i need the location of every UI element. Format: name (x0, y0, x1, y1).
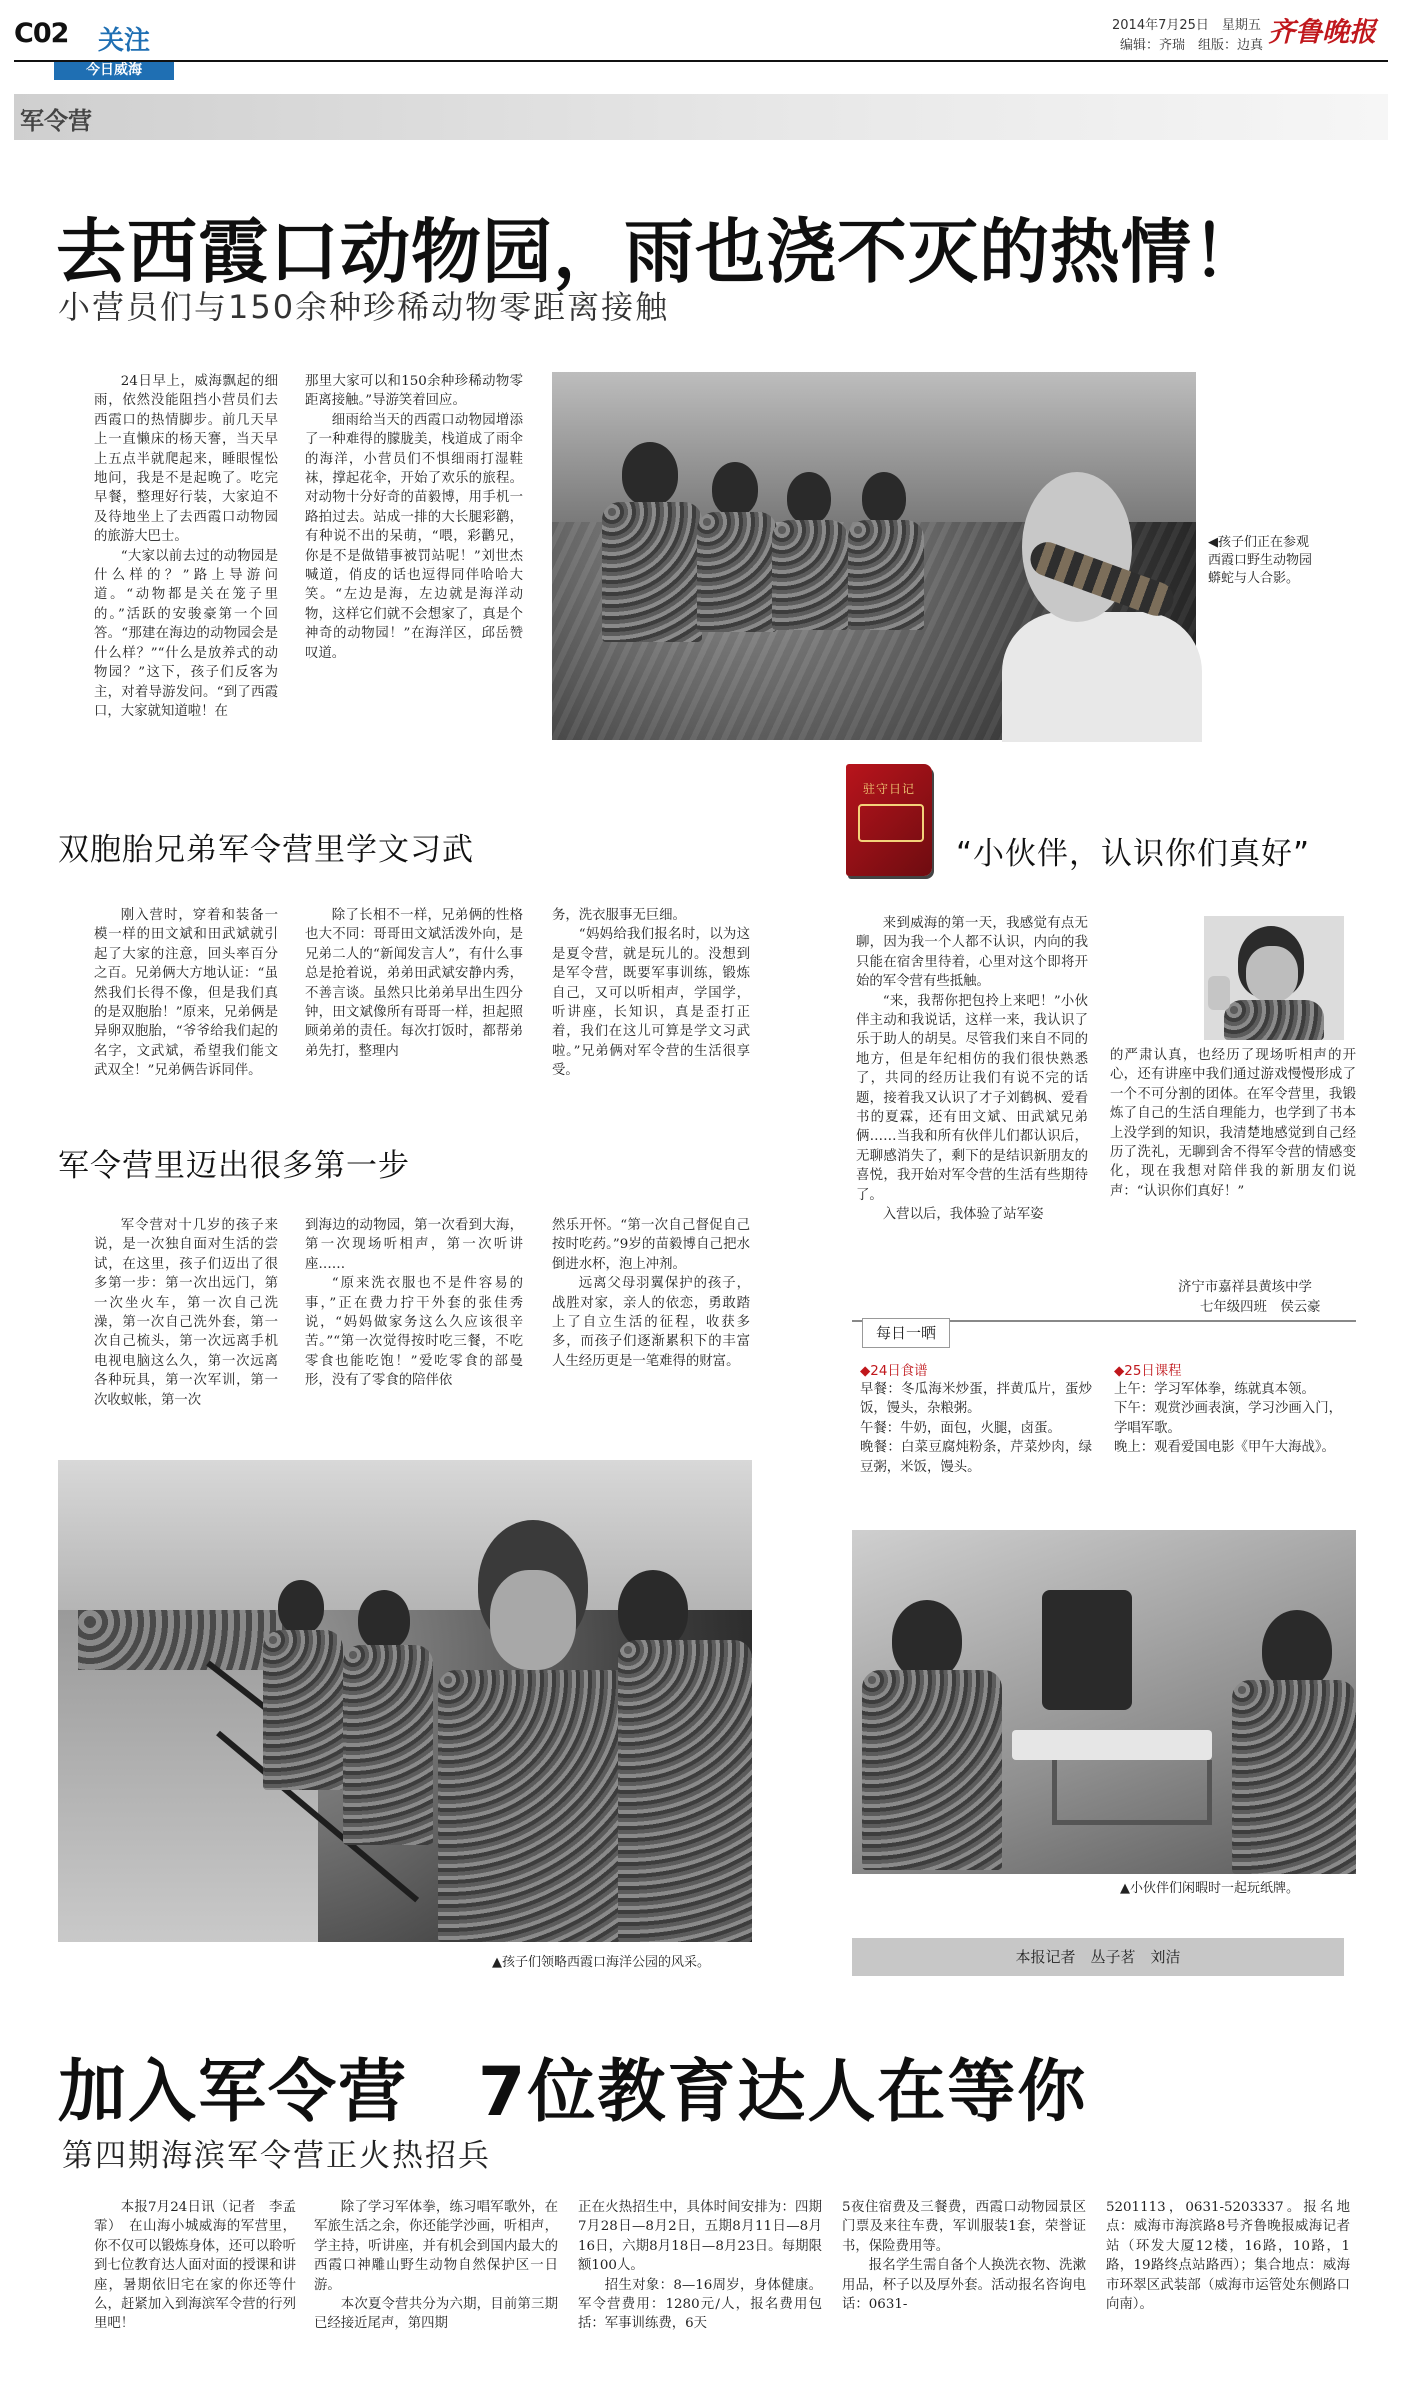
course-line: 晚上：观看爱国电影《甲午大海战》。 (1114, 1440, 1335, 1456)
paragraph: 到海边的动物园，第一次看到大海，第一次现场听相声，第一次听讲座…… (305, 1218, 523, 1272)
recruit-column-3 (578, 2198, 822, 2374)
firsts-column-2 (305, 1216, 523, 1426)
course-list (1114, 1380, 1342, 1466)
paragraph: 的严肃认真，也经历了现场听相声的开心，还有讲座中我们通过游戏慢慢形成了一个不可分割的团体。在军令营里，我锻炼了自己的生活自理能力，也学到了书本上没学到的知识，我清楚地感觉到自己经历了洗礼，无聊到舍不得军令营的情感变化，现在我想对陪伴我的新朋友们说声：“认识你们真好！” (1110, 1048, 1356, 1199)
paragraph: 入营以后，我体验了站军姿 (882, 1207, 1044, 1223)
paragraph: 本报7月24日讯（记者 李孟霏） 在山海小城威海的军营里，你不仅可以锻炼身体，还可以聆听到七位教育达人面对面的授课和讲座，暑期依旧宅在家的你还等什么，赶紧加入到海滨军令营的行列里吧！ (94, 2200, 296, 2332)
sea-photo-caption: ▲孩子们领略西霞口海洋公园的风采。 (492, 1955, 710, 1970)
recruit-column-5 (1106, 2198, 1350, 2374)
paragraph: 远离父母羽翼保护的孩子，战胜对家，亲人的依恋，勇敢踏上了自立生活的征程，收获多多，而孩子们逐渐累积下的丰富人生经历更是一笔难得的财富。 (552, 1276, 750, 1369)
paragraph: 务，洗衣服事无巨细。 (552, 908, 686, 923)
twins-column-2 (305, 906, 523, 1118)
recruit-headline: 加入军令营 7位教育达人在等你 (58, 2053, 1088, 2132)
paragraph: 5夜住宿费及三餐费，西霞口动物园景区门票及来往车费，军训服装1套，荣誉证书，保险费用等。 (842, 2200, 1086, 2254)
lead-subhead: 小营员们与150余种珍稀动物零距离接触 (58, 288, 670, 326)
student-portrait (1204, 916, 1344, 1040)
paragraph: “原来洗衣服也不是件容易的事，”正在费力拧干外套的张佳秀说，“妈妈做家务这么久应该很辛苦。”“第一次觉得按时吃三餐，不吃零食也能吃饱！”爱吃零食的部曼形，没有了零食的陪伴依 (305, 1276, 523, 1389)
column-name: 军令营 (20, 107, 92, 135)
recipe-line: 午餐：牛奶，面包，火腿，卤蛋。 (860, 1420, 1061, 1436)
diary-book-icon (846, 764, 932, 876)
course-line: 下午：观赏沙画表演，学习沙画入门，学唱军歌。 (1114, 1401, 1342, 1436)
course-title: ◆25日课程 (1114, 1364, 1182, 1379)
section-title: 关注 (98, 26, 151, 56)
letter-column-2 (1110, 1046, 1356, 1250)
lead-column-1 (94, 372, 278, 738)
twins-column-1 (94, 906, 278, 1118)
recipe-title: ◆24日食谱 (860, 1364, 928, 1379)
column-banner (14, 94, 1388, 140)
lead-headline: 去西霞口动物园，雨也浇不灭的热情！ (56, 211, 1263, 293)
sea-photo (58, 1460, 752, 1942)
paragraph: 刚入营时，穿着和装备一模一样的田文斌和田武斌就引起了大家的注意，回头率百分之百。兄弟俩大方地认证：“虽然我们长得不像，但是我们真的是双胞胎！”原来，兄弟俩是异卵双胞胎，“爷爷给我们起的名字，文武斌，希望我们能文武双全！”兄弟俩告诉同伴。 (94, 908, 278, 1079)
paragraph: 除了长相不一样，兄弟俩的性格也大不同：哥哥田文斌活泼外向，是兄弟二人的“新闻发言人”，有什么事总是抢着说，弟弟田武斌安静内秀，不善言谈。虽然只比弟弟早出生四分钟，田文斌像所有哥哥一样，担起照顾弟弟的责任。每次打饭时，都帮弟弟先打，整理内 (305, 908, 523, 1059)
diary-label: 驻守日记 (862, 782, 915, 796)
firsts-column-1 (94, 1216, 278, 1426)
recruit-column-2 (314, 2198, 558, 2374)
paragraph: 来到威海的第一天，我感觉有点无聊，因为我一个人都不认识，内向的我只能在宿舍里待着，心里对这个即将开始的军令营有些抵触。 (856, 916, 1088, 990)
lead-column-2 (305, 372, 523, 738)
twins-column-3 (552, 906, 750, 1118)
letter-signature-class: 七年级四班 侯云豪 (1200, 1300, 1321, 1315)
paragraph: 细雨给当天的西霞口动物园增添了一种难得的朦胧美，栈道成了雨伞的海洋，小营员们不惧细雨打湿鞋袜，撑起花伞，开始了欢乐的旅程。对动物十分好奇的苗毅博，用手机一路拍过去。站成一排的大长腿彩鹳，有种说不出的呆萌，“喂，彩鹳兄，你是不是做错事被罚站呢！”刘世杰喊道，俏皮的话也逗得同伴哈哈大笑。“左边是海，左边就是海洋动物，这样它们就不会想家了，真是个神奇的动物园！”在海洋区，邱岳赞叹道。 (305, 412, 523, 661)
recruit-column-4 (842, 2198, 1086, 2374)
firsts-heading: 军令营里迈出很多第一步 (58, 1148, 410, 1184)
paragraph: 除了学习军体拳，练习唱军歌外，在军旅生活之余，你还能学沙画，听相声，学主持，听讲座，并有机会到国内最大的西霞口神雕山野生动物自然保护区一日游。 (314, 2200, 558, 2293)
paragraph: 报名学生需自备个人换洗衣物、洗漱用品，杯子以及厚外套。活动报名咨询电话：0631- (842, 2258, 1086, 2313)
recipe-line: 晚餐：白菜豆腐炖粉条，芹菜炒肉，绿豆粥，米饭，馒头。 (860, 1440, 1092, 1475)
paragraph: 本次夏令营共分为六期，目前第三期已经接近尾声，第四期 (314, 2297, 558, 2332)
header-rule (14, 60, 1388, 62)
firsts-column-3 (552, 1216, 750, 1426)
paragraph: 正在火热招生中，具体时间安排为：四期7月28日—8月2日，五期8月11日—8月16日，六期8月18日—8月23日。每期限额100人。 (578, 2200, 822, 2274)
paragraph: 5201113，0631-5203337。报名地点：威海市海滨路8号齐鲁晚报威海记者站（环发大厦12楼，16路，10路，1路，19路终点站路西）；集合地点：威海市环翠区武装部（威海市运管处东侧路口向南）。 (1106, 2200, 1350, 2313)
snake-photo (552, 372, 1196, 740)
cards-photo (852, 1530, 1356, 1874)
letter-column-1 (856, 914, 1088, 1294)
recipe-line: 早餐：冬瓜海米炒蛋，拌黄瓜片，蛋炒饭，馒头，杂粮粥。 (860, 1382, 1092, 1417)
recipe-list (860, 1380, 1092, 1475)
editor-line: 编辑：齐瑞 组版：边真 (1120, 38, 1264, 53)
recruit-subhead: 第四期海滨军令营正火热招兵 (62, 2138, 491, 2174)
daily-box-title: 每日一晒 (862, 1318, 950, 1348)
reporter-credit: 本报记者 丛子茗 刘洁 (1015, 1948, 1181, 1966)
paragraph: “妈妈给我们报名时，以为这是夏令营，就是玩儿的。没想到是军令营，既要军事训练，锻炼自己，又可以听相声，学国学，听讲座，长知识，真是歪打正着，我们在这儿可算是学文习武啦。”兄弟俩对军令营的生活很享受。 (552, 927, 750, 1079)
letter-heading: “小伙伴，认识你们真好” (956, 836, 1311, 872)
paragraph: 招生对象：8—16周岁，身体健康。军令营费用：1280元/人，报名费用包括：军事训练费，6天 (578, 2277, 822, 2332)
twins-heading: 双胞胎兄弟军令营里学文习武 (58, 832, 474, 868)
paragraph: 24日早上，威海飘起的细雨，依然没能阻挡小营员们去西霞口的热情脚步。前几天早上一直懒床的杨天謇，当天早上五点半就爬起来，睡眼惺忪地问，我是不是起晚了。吃完早餐，整理好行装，大家迫不及待地坐上了去西霞口动物园的旅游大巴士。 (94, 374, 278, 545)
paragraph: 那里大家可以和150余种珍稀动物零距离接触。”导游笑着回应。 (305, 374, 523, 409)
masthead-logo: 齐鲁晚报 (1268, 17, 1376, 48)
paragraph: 然乐开怀。“第一次自己督促自己按时吃药。”9岁的苗毅博自己把水倒进水杯，泡上冲剂。 (552, 1218, 750, 1272)
recruit-column-1 (94, 2198, 296, 2374)
page-code: C02 (14, 18, 69, 49)
paragraph: 军令营对十几岁的孩子来说，是一次独自面对生活的尝试，在这里，孩子们迈出了很多第一步：第一次出远门，第一次坐火车，第一次自己洗澡，第一次自己洗外套，第一次自己梳头，第一次远离手机电视电脑这么久，第一次远离各种玩具，第一次军训，第一次收蚁帐，第一次 (94, 1218, 278, 1408)
subsection-tag: 今日威海 (54, 60, 174, 80)
course-line: 上午：学习军体拳，练就真本领。 (1114, 1382, 1315, 1397)
snake-photo-caption: ◀孩子们正在参观西霞口野生动物园蟒蛇与人合影。 (1208, 535, 1313, 586)
paragraph: “大家以前去过的动物园是什么样的？”路上导游问道。“动物都是关在笼子里的。”活跃的安骏豪第一个回答。“那建在海边的动物园会是什么样？”“什么是放养式的动物园？”这下，孩子们反客为主，对着导游发问。“到了西霞口，大家就知道啦！在 (94, 548, 278, 719)
paragraph: “来，我帮你把包拎上来吧！”小伙伴主动和我说话，这样一来，我认识了乐于助人的胡昊。尽管我们来自不同的地方，但是年纪相仿的我们很快熟悉了，共同的经历让我们有说不完的话题，接着我又认识了才子刘鹤枫、爱看书的夏霖，还有田文斌、田武斌兄弟俩……当我和所有伙伴儿们都认识后，无聊感消失了，剩下的是结识新朋友的喜悦，我开始对军令营的生活有些期待了。 (856, 993, 1088, 1203)
cards-photo-caption: ▲小伙伴们闲暇时一起玩纸牌。 (1120, 1881, 1299, 1896)
letter-signature-school: 济宁市嘉祥县黄垓中学 (1178, 1280, 1312, 1295)
date-line: 2014年7月25日 星期五 (1112, 18, 1261, 33)
